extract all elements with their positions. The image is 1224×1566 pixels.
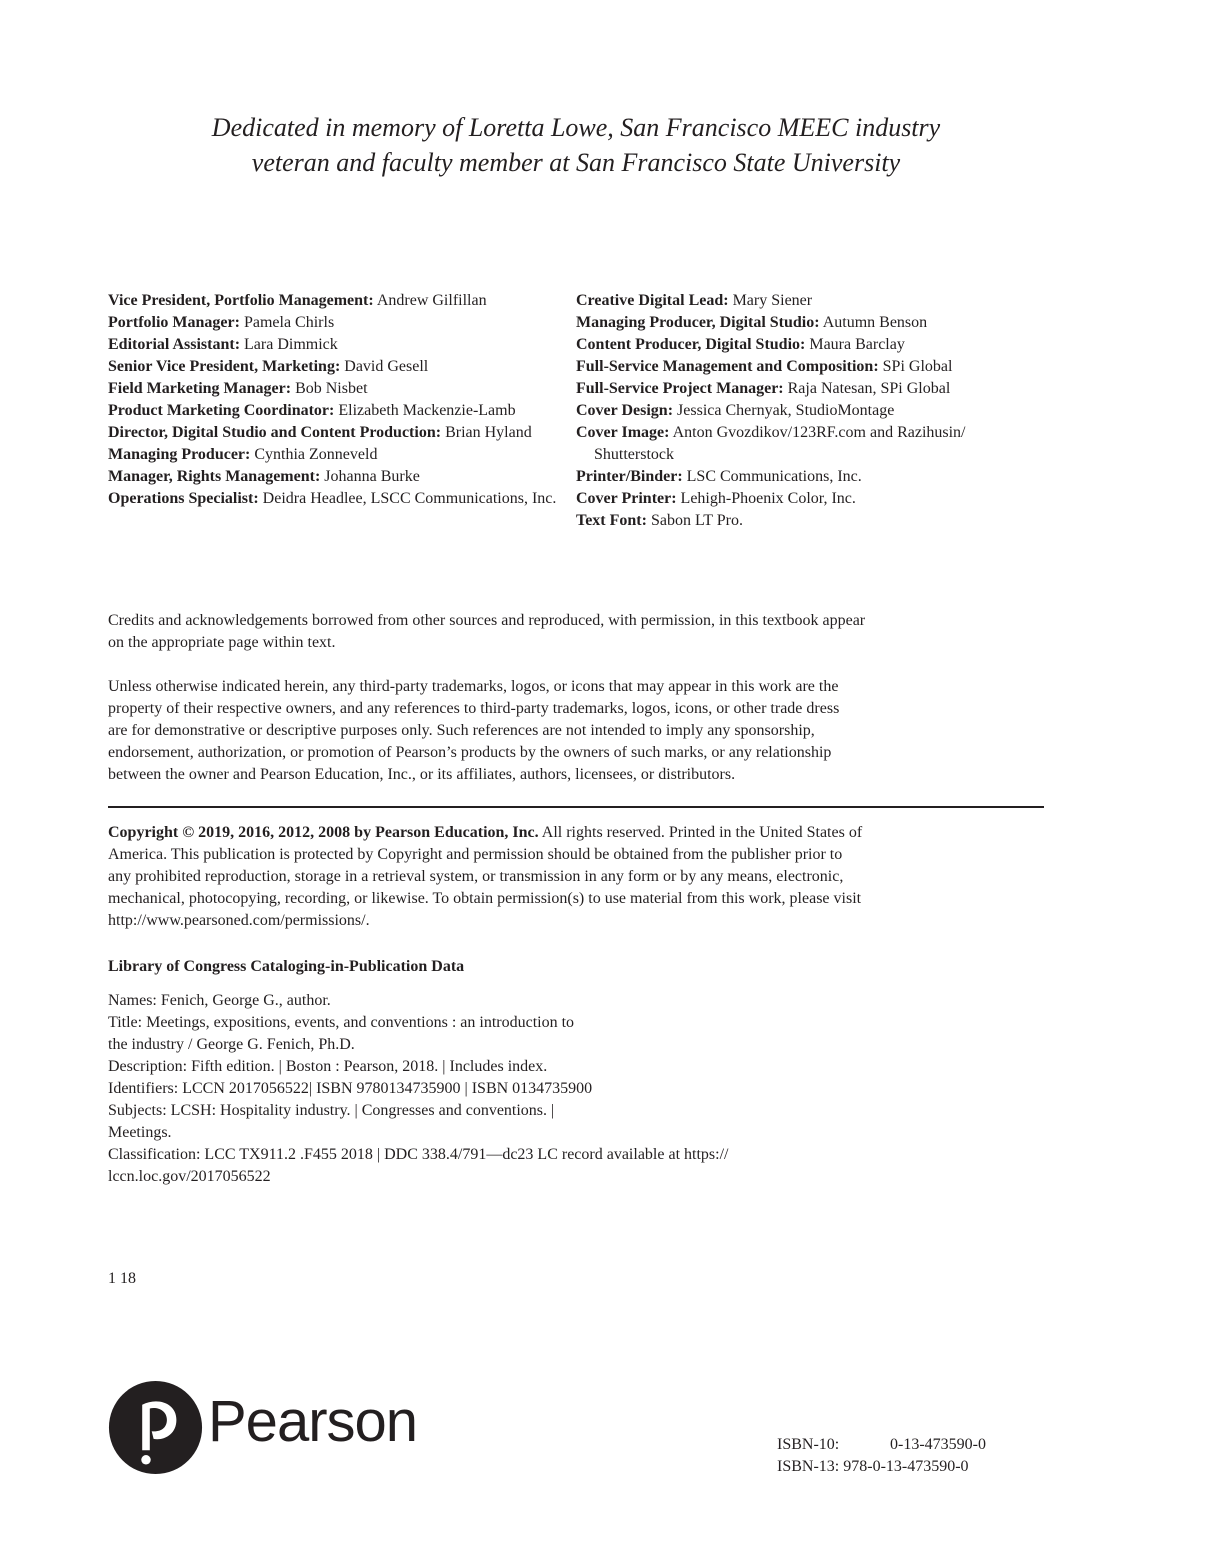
credit-entry [576,290,1046,312]
cip-line: lccn.loc.gov/2017056522 [108,1168,271,1185]
credit-role: Managing Producer: [108,446,251,463]
credit-role: Content Producer, Digital Studio: [576,336,806,353]
paragraph-line: Unless otherwise indicated herein, any third-party trademarks, logos, or icons that may appear in this work are the [108,678,839,695]
credit-role: Managing Producer, Digital Studio: [576,314,820,331]
credit-entry [108,312,558,334]
paragraph-line: endorsement, authorization, or promotion of Pearson’s products by the owners of such marks, or any relationship [108,744,832,761]
cip-entry [108,1056,1008,1078]
credit-role: Portfolio Manager: [108,314,240,331]
cip-line: the industry / George G. Fenich, Ph.D. [108,1036,355,1053]
cip-entry [108,1144,1008,1188]
copyright-line-rest: All rights reserved. Printed in the United States of [538,824,863,841]
credit-entry [108,444,558,466]
credit-entry [576,422,1046,466]
credit-role: Product Marketing Coordinator: [108,402,335,419]
credit-name: Pamela Chirls [243,314,335,331]
credit-name: Andrew Gilfillan [376,292,487,309]
cip-line: Identifiers: LCCN 2017056522| ISBN 9780134735900 | ISBN 0134735900 [108,1080,593,1097]
credit-entry [108,356,558,378]
credit-name: Bob Nisbet [295,380,368,397]
cip-heading: Library of Congress Cataloging-in-Publication Data [108,958,465,975]
credit-role: Senior Vice President, Marketing: [108,358,341,375]
credit-role: Creative Digital Lead: [576,292,729,309]
dedication-line: Dedicated in memory of Loretta Lowe, San Francisco MEEC industry [211,113,941,142]
credit-role: Field Marketing Manager: [108,380,292,397]
pearson-logo [108,1380,428,1475]
paragraph-line: on the appropriate page within text. [108,634,336,651]
paragraph-line: property of their respective owners, and any references to third-party trademarks, logos, icons, or other trade dress [108,700,840,717]
credit-name: Jessica Chernyak, StudioMontage [677,402,895,419]
dedication-line: veteran and faculty member at San Francisco State University [251,148,901,177]
credit-role: Manager, Rights Management: [108,468,321,485]
credit-role: Text Font: [576,512,647,529]
cip-line: Title: Meetings, expositions, events, and conventions : an introduction to [108,1014,575,1031]
credit-entry [108,422,558,444]
credit-name: Johanna Burke [324,468,420,485]
credit-entry [576,510,1046,532]
credit-name: Deidra Headlee, LSCC Communications, Inc. [262,490,557,507]
credit-name: Anton Gvozdikov/123RF.com and Razihusin/ Shutterstock [594,424,966,463]
cip-entry [108,1078,1008,1100]
cip-data [108,990,1008,1188]
credit-role: Cover Image: [576,424,670,441]
credit-name: Sabon LT Pro. [650,512,743,529]
credit-name: Lehigh-Phoenix Color, Inc. [680,490,856,507]
cip-entry [108,1100,1008,1144]
credit-entry [108,466,558,488]
copyright-notice [108,822,1044,932]
credit-name: Cynthia Zonneveld [254,446,378,463]
credit-entry [576,356,1046,378]
credits-left-column [108,290,558,510]
credit-name: David Gesell [344,358,429,375]
credit-entry [108,400,558,422]
credit-name: LSC Communications, Inc. [686,468,862,485]
cip-line: Subjects: LCSH: Hospitality industry. | Congresses and conventions. | [108,1102,555,1119]
credit-entry [576,466,1046,488]
credit-role: Director, Digital Studio and Content Production: [108,424,442,441]
credit-role: Editorial Assistant: [108,336,241,353]
credit-role: Vice President, Portfolio Management: [108,292,374,309]
paragraph-line: are for demonstrative or descriptive purposes only. Such references are not intended to imply any sponsorship, [108,722,815,739]
paragraph-line [108,822,1044,844]
credit-name: Mary Siener [732,292,813,309]
credit-name: Elizabeth Mackenzie-Lamb [338,402,516,419]
cip-line: Classification: LCC TX911.2 .F455 2018 | DDC 338.4/791—dc23 LC record available at https:// [108,1146,729,1163]
isbn-10-value: 0-13-473590-0 [890,1436,986,1453]
print-line: 1 18 [108,1270,136,1287]
credit-entry [576,400,1046,422]
cip-line: Description: Fifth edition. | Boston : Pearson, 2018. | Includes index. [108,1058,548,1075]
credit-name: Brian Hyland [445,424,532,441]
paragraph-line: mechanical, photocopying, recording, or likewise. To obtain permission(s) to use material from this work, please visit [108,890,862,907]
credit-entry [108,378,558,400]
copyright-lead: Copyright © 2019, 2016, 2012, 2008 by Pearson Education, Inc. [108,824,539,841]
pearson-wordmark: Pearson [208,1389,418,1454]
credit-role: Operations Specialist: [108,490,259,507]
credit-entry [576,312,1046,334]
copyright-link[interactable]: http://www.pearsoned.com/permissions/. [108,912,370,929]
isbn-10-label: ISBN-10: [777,1436,840,1453]
credit-entry [108,334,558,356]
credit-name: SPi Global [882,358,953,375]
section-divider [108,806,1044,808]
dedication [108,110,1044,180]
cip-entry [108,1012,1008,1056]
credit-entry [108,290,558,312]
credit-entry [576,488,1046,510]
paragraph-line: Credits and acknowledgements borrowed from other sources and reproduced, with permission, in this textbook appear [108,612,866,629]
credit-name: Raja Natesan, SPi Global [787,380,951,397]
cip-line: Meetings. [108,1124,172,1141]
pearson-p-icon [108,1380,203,1475]
credit-name: Maura Barclay [809,336,905,353]
credit-role: Cover Design: [576,402,674,419]
paragraph-line: any prohibited reproduction, storage in a retrieval system, or transmission in any form or by any means, electronic, [108,868,844,885]
isbn-10-row [777,1434,986,1456]
credit-role: Full-Service Project Manager: [576,380,784,397]
paragraph-line: America. This publication is protected by Copyright and permission should be obtained from the publisher prior to [108,846,843,863]
credit-entry [576,378,1046,400]
credit-name: Autumn Benson [822,314,928,331]
isbn-13-label: ISBN-13: [777,1458,840,1475]
credit-role: Printer/Binder: [576,468,683,485]
isbn-block [777,1434,986,1478]
trademark-paragraph [108,676,1044,786]
credit-entry [108,488,558,510]
isbn-13-row [777,1456,986,1478]
paragraph-line: between the owner and Pearson Education, Inc., or its affiliates, authors, licensees, or distributors. [108,766,736,783]
credit-entry [576,334,1046,356]
cip-line: Names: Fenich, George G., author. [108,992,331,1009]
credit-role: Cover Printer: [576,490,677,507]
credit-name: Lara Dimmick [244,336,338,353]
cip-entry [108,990,1008,1012]
isbn-13-value: 978-0-13-473590-0 [843,1458,969,1475]
credits-paragraph [108,610,1044,654]
credits-right-column [576,290,1046,532]
credit-role: Full-Service Management and Composition: [576,358,879,375]
